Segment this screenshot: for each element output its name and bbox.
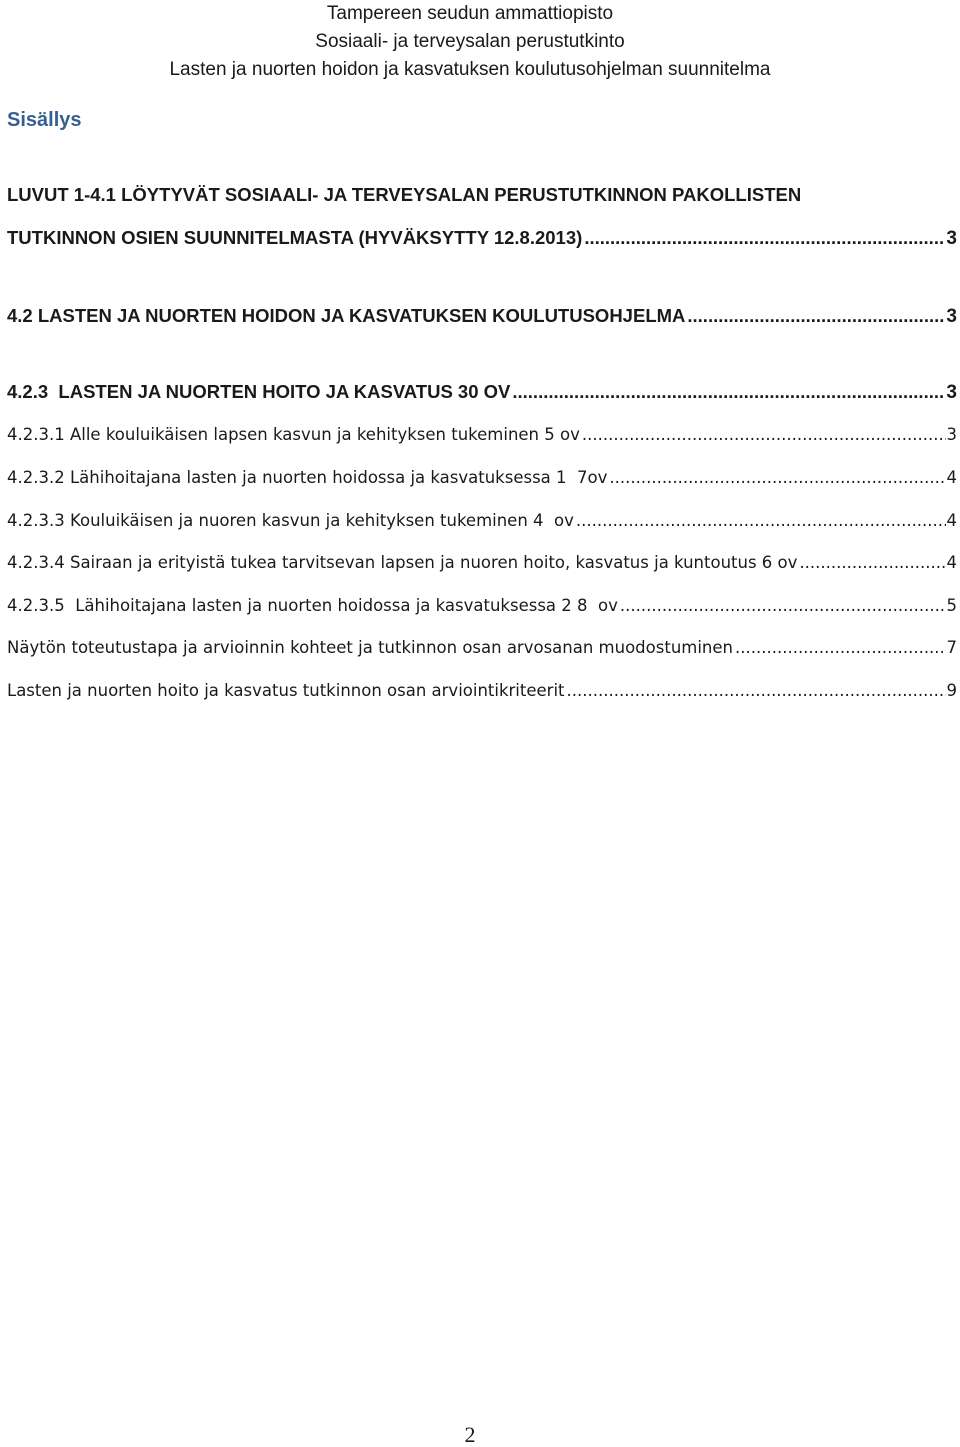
- toc-entry[interactable]: [7, 679, 957, 703]
- toc-leader: [567, 679, 946, 703]
- toc-entry-title: 4.2.3 LASTEN JA NUORTEN HOITO JA KASVATUS 30 OV: [7, 381, 511, 402]
- toc-entry-title: 4.2.3.1 Alle kouluikäisen lapsen kasvun ja kehityksen tukeminen 5 ov: [7, 425, 580, 444]
- toc-page-number: 4: [946, 468, 957, 487]
- toc-entry-title: 4.2.3.3 Kouluikäisen ja nuoren kasvun ja kehityksen tukeminen 4 ov: [7, 511, 574, 530]
- toc-page-number: 4: [946, 553, 957, 572]
- toc-entry-title: TUTKINNON OSIEN SUUNNITELMASTA (HYVÄKSYTTY 12.8.2013): [7, 227, 583, 248]
- toc-page-number: 9: [946, 681, 957, 700]
- toc-entry[interactable]: [7, 423, 957, 447]
- toc-page-number: 3: [946, 382, 957, 403]
- toc-page-number: 3: [946, 228, 957, 249]
- toc-page-number: 5: [946, 596, 957, 615]
- toc-leader: [735, 636, 946, 660]
- document-header: [0, 0, 940, 84]
- toc-entry[interactable]: [7, 636, 957, 660]
- toc-entry[interactable]: [7, 466, 957, 490]
- toc-page-number: 7: [946, 638, 957, 657]
- toc-leader: [609, 466, 945, 490]
- page-number: 2: [464, 1422, 476, 1447]
- toc-leader: [687, 304, 945, 328]
- toc-entry-title: Näytön toteutustapa ja arvioinnin kohteet ja tutkinnon osan arvosanan muodostuminen: [7, 638, 733, 657]
- toc-entry-title[interactable]: LUVUT 1-4.1 LÖYTYVÄT SOSIAALI- JA TERVEYSALAN PERUSTUTKINNON PAKOLLISTEN: [7, 184, 802, 205]
- toc-entry[interactable]: [7, 509, 957, 533]
- toc-leader: [584, 226, 945, 250]
- toc-leader: [576, 509, 946, 533]
- toc-page-number: 3: [946, 425, 957, 444]
- header-degree: Sosiaali- ja terveysalan perustutkinto: [315, 31, 625, 52]
- toc-heading: Sisällys: [7, 109, 82, 131]
- toc-entry[interactable]: [7, 226, 957, 251]
- toc-entry[interactable]: [7, 551, 957, 575]
- toc-leader: [512, 380, 945, 404]
- toc-page-number: 4: [946, 511, 957, 530]
- toc-leader: [799, 551, 945, 575]
- header-program-plan: Lasten ja nuorten hoidon ja kasvatuksen koulutusohjelman suunnitelma: [169, 59, 771, 80]
- toc-entry[interactable]: [7, 304, 957, 329]
- toc-entry-title: 4.2 LASTEN JA NUORTEN HOIDON JA KASVATUKSEN KOULUTUSOHJELMA: [7, 305, 686, 326]
- toc-leader: [620, 594, 946, 618]
- toc-entry-title: Lasten ja nuorten hoito ja kasvatus tutkinnon osan arviointikriteerit: [7, 681, 565, 700]
- toc-entry-title: 4.2.3.4 Sairaan ja erityistä tukea tarvitsevan lapsen ja nuoren hoito, kasvatus ja kuntoutus 6 ov: [7, 553, 798, 572]
- toc-leader: [582, 423, 946, 447]
- toc-entry-title: 4.2.3.2 Lähihoitajana lasten ja nuorten hoidossa ja kasvatuksessa 1 7ov: [7, 468, 608, 487]
- toc-entry[interactable]: [7, 594, 957, 618]
- toc-entry-title: 4.2.3.5 Lähihoitajana lasten ja nuorten hoidossa ja kasvatuksessa 2 8 ov: [7, 596, 618, 615]
- header-institution: Tampereen seudun ammattiopisto: [326, 3, 614, 24]
- toc-page-number: 3: [946, 306, 957, 327]
- toc-entry[interactable]: [7, 380, 957, 405]
